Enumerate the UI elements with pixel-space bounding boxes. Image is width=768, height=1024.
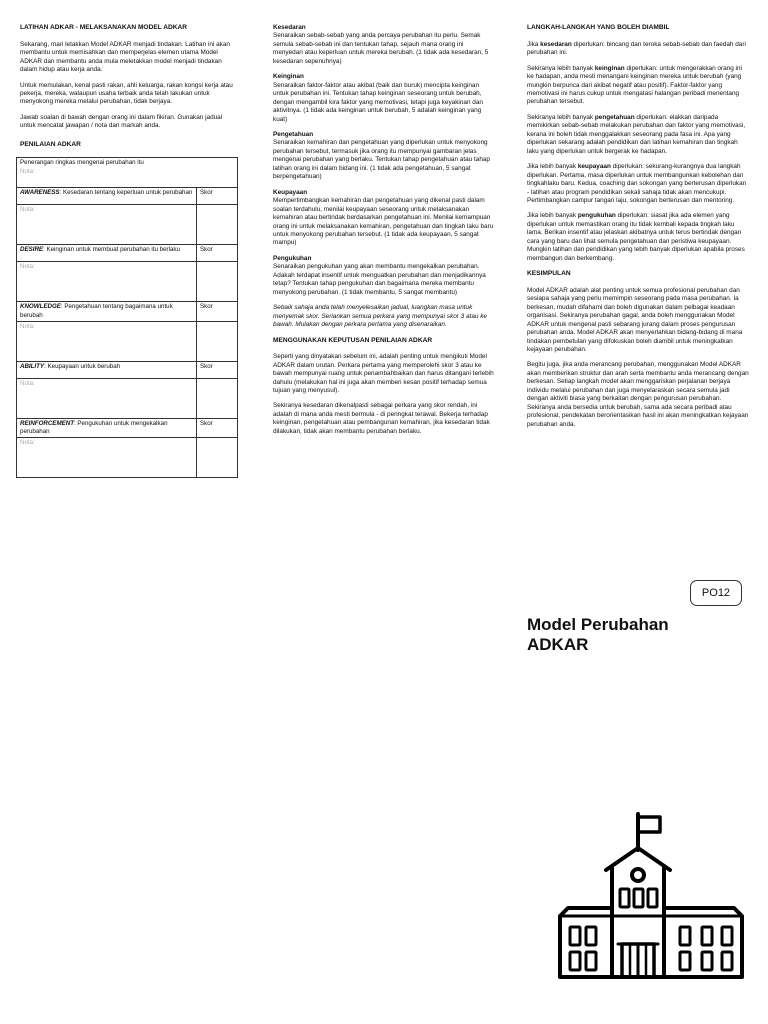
knowledge-key: KNOWLEDGE (20, 303, 61, 311)
table-row-awareness-notes (17, 205, 238, 245)
table-row-reinforcement (17, 418, 238, 437)
nota-placeholder: Nota: (20, 263, 35, 271)
nota-placeholder: Nota: (20, 167, 35, 175)
desire-desc: : Keinginan untuk membuat perubahan itu berlaku (43, 246, 180, 254)
summary-cell[interactable] (17, 158, 238, 188)
table-row-summary (17, 158, 238, 188)
nota-placeholder: Nota: (20, 206, 35, 214)
school-building-icon (556, 812, 746, 992)
conclusion-paragraph-2: Begitu juga, jika anda merancang perubahan, menggunakan Model ADKAR akan memberikan struktur dan arah serta membantu anda merancang dengan berkesan. Setiap langkah model akan menggariskan perjalanan berjaya individu melalui perubahan dan juga menyelaraskan secara semula jadi dengan aktiviti biasa yang berkaitan dengan pengurusan perubahan. Sekiranya anda bersedia untuk berubah, sama ada secara peribadi atau profesional, pendekatan berorientasikan hasil ini akan meningkatkan kejayaan perubahan anda. (527, 361, 749, 428)
awareness-desc: : Kesedaran tentang keperluan untuk perubahan (59, 189, 193, 197)
awareness-notes-cell[interactable] (17, 205, 197, 245)
exercise-title: LATIHAN ADKAR - MELAKSANAKAN MODEL ADKAR (20, 24, 188, 31)
knowledge-desc: : Pengetahuan tentang bagaimana untuk berubah (20, 303, 173, 319)
knowledge-score-cell[interactable] (197, 321, 238, 361)
nota-placeholder: Nota: (20, 322, 35, 330)
section-keupayaan-title: Keupayaan (273, 188, 308, 196)
conclusion-title: KESIMPULAN (527, 270, 571, 278)
cover-title: Model Perubahan ADKAR (527, 615, 669, 655)
desire-label-cell (17, 245, 197, 262)
column-assessment-guide (273, 24, 495, 443)
step-pengetahuan: Sekiranya lebih banyak pengetahuan diperlukan: elakkan daripada memikirkan sebab-sebab melakukan perubahan dan faktor yang memotivasi, kerana ini boleh tidak menggalakkan seseorang pada fasa ini. Apa yang diperlukan sekarang adalah pendidikan dan latihan kemahiran dan tingkah laku yang diperlukan untuk bergerak ke hadapan. (527, 113, 746, 155)
awareness-key: AWARENESS (20, 189, 60, 197)
conclusion-paragraph-1: Model ADKAR adalah alat penting untuk semua profesional perubahan dan sesiapa sahaja yang perlu memimpin seseorang pada masa perubahan. Ia berkesan, mudah difahami dan boleh digunakan dalam pelbagai keadaan organisasi. Sekiranya perubahan gagal, anda boleh menggunakan Model ADKAR untuk mengenal pasti sebarang jurang dalam proses pengurusan perubahan anda. Model ADKAR akan menyerlahkan bidang-bidang di mana tindakan pembetulan yang difokuskan boleh diambil untuk meningkatkan kejayaan perubahan. (527, 286, 743, 353)
table-row-ability-notes (17, 378, 238, 418)
ability-label-cell (17, 361, 197, 378)
desire-notes-cell[interactable] (17, 262, 197, 302)
ability-score-cell[interactable] (197, 378, 238, 418)
skor-label: Skor (197, 188, 238, 205)
skor-label: Skor (197, 418, 238, 437)
reinforcement-score-cell[interactable] (197, 438, 238, 478)
table-row-desire (17, 245, 238, 262)
intro-paragraph-2: Untuk memulakan, kenal pasti rakan, ahli keluarga, rakan kongsi kerja atau pekerja, mereka, walaupun usaha terbaik anda telah lakukan untuk menyokong mereka melalui perubahan, tidak berjaya. (20, 81, 233, 106)
assessment-title: PENILAIAN ADKAR (20, 140, 81, 148)
knowledge-notes-cell[interactable] (17, 321, 197, 361)
using-results-paragraph-1: Seperti yang dinyatakan sebelum ini, adalah penting untuk mengikuti Model ADKAR dalam urutan. Perkara pertama yang memperolehi skor 3 atau ke bawah mempunyai ruang untuk penambahbaikan dan harus ditangani terlebih dahulu (melakukan hal ini juga akan memberi kesan positif terhadap semua tujuan yang menyusul). (273, 353, 494, 395)
step-kesedaran: Jika kesedaran diperlukan: bincang dan teroka sebab-sebab dan faedah dari perubahan ini. (527, 40, 746, 57)
ability-desc: : Keupayaan untuk berubah (44, 362, 121, 370)
reinforcement-notes-cell[interactable] (17, 438, 197, 478)
table-row-reinforcement-notes (17, 438, 238, 478)
ability-notes-cell[interactable] (17, 378, 197, 418)
step-keinginan: Sekiranya lebih banyak keinginan diperlukan: untuk mengerakkan orang ini ke hadapan, anda mesti menangani keinginan mereka untuk berubah (yang mungkin berpunca dari akibat negatif atau positif). Faktor-faktor yang memotivasi ini harus cukup untuk mengatasi halangan peribadi menentang perubahan tersebut. (527, 64, 742, 106)
skor-label: Skor (197, 245, 238, 262)
summary-label: Penerangan ringkas mengenai perubahan itu (20, 159, 144, 167)
step-pengukuhan: Jika lebih banyak pengukuhan diperlukan: siasat jika ada elemen yang diperlukan untuk memastikan orang itu tidak kembali kepada tingkah laku lama. Berikan insentif atau jelaskan akibatnya untuk terus bertindak dengan cara yang baru dan lihat semula pengetahuan dan peristiwa keupayaan. Mungkin latihan dan pendidikan yang lebih banyak diperlukan apabila proses membangun dan berkembang. (527, 212, 745, 262)
section-pengetahuan-title: Pengetahuan (273, 130, 314, 138)
section-pengetahuan-text: Senaraikan kemahiran dan pengetahuan yang diperlukan untuk menyokong perubahan tersebut, termasuk jika orang itu mempunyai gambaran jelas mengenai perubahan yang berlaku. Tentukan tahap pengetahuan atau tahap latihan orang ini dalam bidang ini. (1 tidak ada pengetahuan, 5 sangat berpengetahuan) (273, 139, 490, 181)
skor-label: Skor (197, 361, 238, 378)
column-exercise (20, 24, 238, 478)
intro-paragraph-3: Jawab soalan di bawah dengan orang ini dalam fikiran. Gunakan jadual untuk mencatat jawapan / nota dan markah anda. (20, 113, 223, 130)
step-keupayaan: Jika lebih banyak keupayaan diperlukan: sekurang-kurangnya dua langkah diperlukan. Pertama, masa diperlukan untuk membangunkan kebolehan dan tingkahlaku baru. Kedua, coaching dan sokongan yang berterusan diperlukan - latihan atau program pendidikan sekali sahaja tidak akan mencukupi. Pertimbangkan campur tangan laju, sokongan berterusan dan mentoring. (527, 163, 747, 204)
section-pengukuhan-text: Senaraikan pengukuhan yang akan membantu mengekalkan perubahan. Adakah terdapat insentif untuk menguatkan perubahan dan menjadikannya tetap? Tentukan tahap pengukuhan dan bagaimana mereka membantu menyokong perubahan. (1 tidak membantu, 5 sangat membantu) (273, 263, 486, 296)
reinforcement-label-cell (17, 418, 197, 437)
section-keinginan-title: Keinginan (273, 73, 304, 81)
reinforcement-desc: : Pengukuhan untuk mengekalkan perubahan (20, 419, 168, 436)
using-results-title: MENGGUNAKAN KEPUTUSAN PENILAIAN ADKAR (273, 336, 433, 344)
desire-score-cell[interactable] (197, 262, 238, 302)
section-kesedaran-title: Kesedaran (273, 24, 306, 31)
skor-label: Skor (197, 302, 238, 321)
column-steps (527, 24, 749, 436)
table-row-knowledge-notes (17, 321, 238, 361)
section-keinginan-text: Senaraikan faktor-faktor atau akibat (baik dan buruk) mencipta keinginan untuk perubahan ini. Tentukan tahap keinginan seseorang untuk berubah, dengan mengambil kira faktor yang memotivasi, tetapi juga keyakinan dan aktivitnya. (1 tidak ada keinginan untuk berubah, 5 adalah keinginan yang kuat) (273, 81, 483, 123)
table-row-desire-notes (17, 262, 238, 302)
italic-note: Sebaik sahaja anda telah menyelesaikan jadual, luangkan masa untuk menyemak skor. Seriankan semua perkara yang mempunyai skor 3 atau ke bawah. Mulakan dengan perkara pertama yang disenaraikan. (273, 304, 487, 329)
document-code-badge: PO12 (690, 580, 742, 606)
section-pengukuhan-title: Pengukuhan (273, 254, 312, 262)
ability-key: ABILITY (20, 362, 45, 370)
section-kesedaran-text: Senaraikan sebab-sebab yang anda percaya perubahan itu perlu. Semak semula sebab-sebab ini dan tentukan tahap, sejauh mana orang ini menyedari atau keperluan untuk mereka berubah. (1 tidak ada kesedaran, 5 kesedaran sepenuhnya) (273, 32, 489, 65)
adkar-assessment-table (16, 157, 238, 478)
steps-title: LANGKAH-LANGKAH YANG BOLEH DIAMBIL (527, 24, 670, 31)
awareness-label-cell (17, 188, 197, 205)
table-row-knowledge (17, 302, 238, 321)
section-keupayaan-text: Mempertimbangkan kemahiran dan pengetahuan yang dikenal pasti dalam soalan terdahulu, menilai keupayaan seseorang untuk melaksanakan kemahiran atau bertindak berdasarkan pengetahuan ini. Menilai kemampuan orang ini untuk melaksanakan kemahiran, pengetahuan dan tingkah laku baru untuk menyokong perubahan tersebut. (1 tidak ada keupayaan, 5 sangat mampu) (273, 197, 494, 247)
knowledge-label-cell (17, 302, 197, 321)
using-results-paragraph-2: Sekiranya kesedaran dikenalpasti sebagai perkara yang skor rendah, ini adalah di mana anda mesti bermula - di peringkat terawal. Bekerja terhadap keinginan, pengetahuan atau pembangunan kemahiran, jika kesedaran tidak dilakukan, tidak akan membantu perubahan berlaku. (273, 402, 490, 435)
table-row-awareness (17, 188, 238, 205)
table-row-ability (17, 361, 238, 378)
intro-paragraph-1: Sekarang, mari letakkan Model ADKAR menjadi tindakan. Latihan ini akan membantu untuk memisahkan dan memperjelas elemen utama Model ADKAR dan membantu anda mula meletakkan model menjadi tindakan dalam hidup atau kerja anda. (20, 40, 230, 74)
desire-key: DESIRE (20, 246, 44, 254)
reinforcement-key: REINFORCEMENT (20, 419, 74, 427)
nota-placeholder: Nota: (20, 379, 35, 387)
awareness-score-cell[interactable] (197, 205, 238, 245)
nota-placeholder: Nota: (20, 439, 35, 447)
